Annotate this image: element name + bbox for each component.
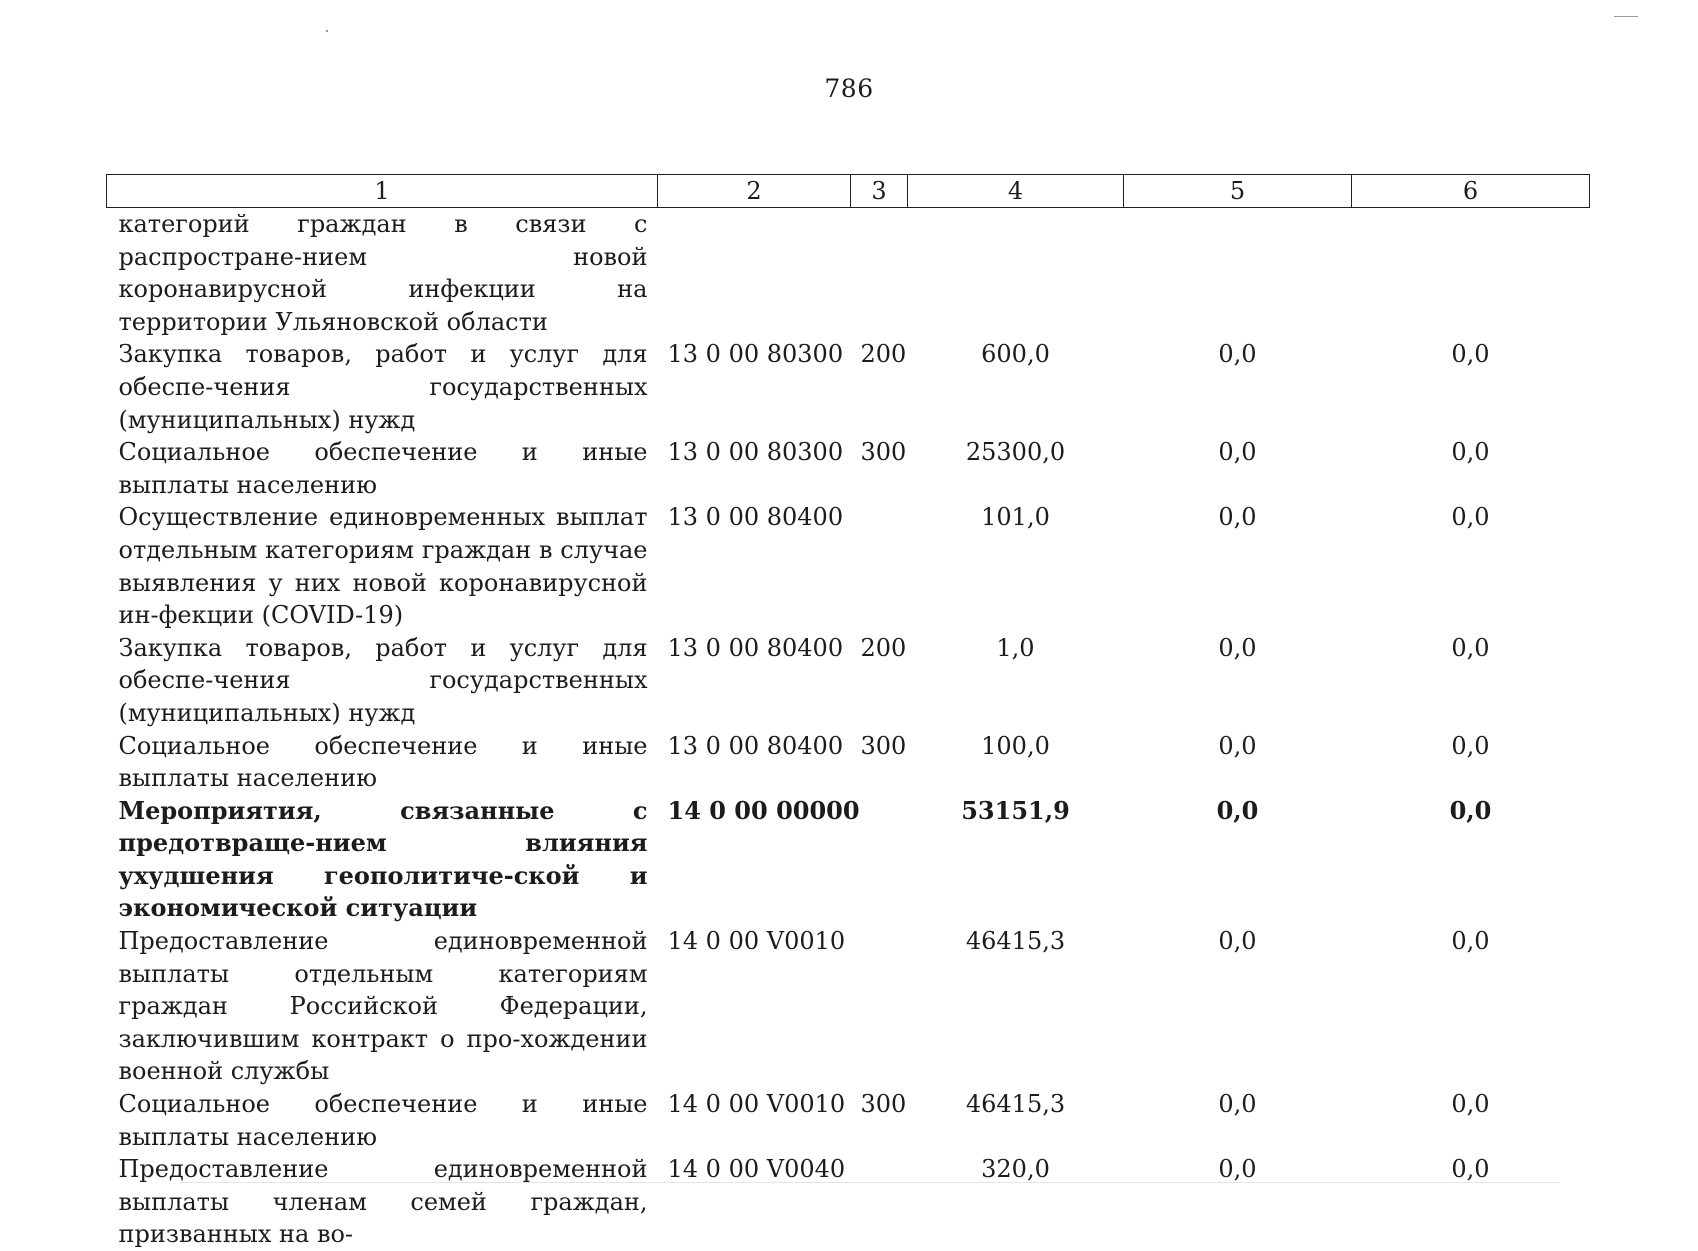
- item-value-1-cell: 46415,3: [908, 1088, 1124, 1153]
- item-code-cell: 14 0 00 V0040: [658, 1153, 851, 1251]
- table-row: [107, 730, 1590, 795]
- item-kvr-cell: 300: [851, 730, 908, 795]
- header-row: [107, 175, 1590, 208]
- item-name-cell: Социальное обеспечение и иные выплаты населению: [107, 1088, 658, 1153]
- table-row: [107, 795, 1590, 925]
- item-code-cell: 14 0 00 V0010: [658, 925, 851, 1088]
- item-value-2-cell: 0,0: [1124, 632, 1352, 730]
- item-name-cell: Закупка товаров, работ и услуг для обеспе-чения государственных (муниципальных) нужд: [107, 338, 658, 436]
- item-value-2-cell: 0,0: [1124, 925, 1352, 1088]
- item-name-cell: Предоставление единовременной выплаты членам семей граждан, призванных на во-: [107, 1153, 658, 1251]
- item-kvr-cell: [851, 925, 908, 1088]
- item-code-cell: 13 0 00 80300: [658, 338, 851, 436]
- item-value-1-cell: 100,0: [908, 730, 1124, 795]
- item-value-3-cell: 0,0: [1352, 795, 1590, 925]
- item-value-3-cell: 0,0: [1352, 501, 1590, 631]
- item-value-3-cell: 0,0: [1352, 1088, 1590, 1153]
- table-row: [107, 925, 1590, 1088]
- item-code-cell: 13 0 00 80400: [658, 730, 851, 795]
- item-code-cell: 13 0 00 80400: [658, 501, 851, 631]
- item-name-cell: Социальное обеспечение и иные выплаты населению: [107, 436, 658, 501]
- item-kvr-cell: 300: [851, 436, 908, 501]
- scan-speck: [180, 1182, 1560, 1183]
- item-kvr-cell: [851, 1153, 908, 1251]
- item-value-3-cell: 0,0: [1352, 925, 1590, 1088]
- item-value-3-cell: 0,0: [1352, 730, 1590, 795]
- item-value-2-cell: [1124, 208, 1352, 339]
- item-kvr-cell: [851, 208, 908, 339]
- item-code-cell: 13 0 00 80300: [658, 436, 851, 501]
- header-col-2: 2: [658, 175, 851, 208]
- item-value-3-cell: [1352, 208, 1590, 339]
- table-row: [107, 208, 1590, 339]
- table-row: [107, 436, 1590, 501]
- table-row: [107, 632, 1590, 730]
- scan-speck: [326, 30, 328, 32]
- table-row: [107, 501, 1590, 631]
- header-col-1: 1: [107, 175, 658, 208]
- item-name-cell: Предоставление единовременной выплаты отдельным категориям граждан Российской Федерации, заключившим контракт о про-хождении военной службы: [107, 925, 658, 1088]
- table-row: [107, 1153, 1590, 1251]
- table-row: [107, 1088, 1590, 1153]
- item-value-1-cell: 25300,0: [908, 436, 1124, 501]
- item-kvr-cell: 300: [851, 1088, 908, 1153]
- item-name-cell: категорий граждан в связи с распростране-нием новой коронавирусной инфекции на территории Ульяновской области: [107, 208, 658, 339]
- item-kvr-cell: [851, 501, 908, 631]
- scan-speck: [1614, 16, 1638, 17]
- item-value-3-cell: 0,0: [1352, 632, 1590, 730]
- item-value-2-cell: 0,0: [1124, 338, 1352, 436]
- table-header: [107, 175, 1590, 208]
- item-name-cell: Осуществление единовременных выплат отдельным категориям граждан в случае выявления у них новой коронавирусной ин-фекции (COVID-19): [107, 501, 658, 631]
- item-name-cell: Мероприятия, связанные с предотвраще-нием влияния ухудшения геополитиче-ской и экономической ситуации: [107, 795, 658, 925]
- item-value-2-cell: 0,0: [1124, 1153, 1352, 1251]
- item-value-2-cell: 0,0: [1124, 501, 1352, 631]
- budget-table: [106, 174, 1590, 1251]
- item-name-cell: Закупка товаров, работ и услуг для обеспе-чения государственных (муниципальных) нужд: [107, 632, 658, 730]
- item-code-cell: 14 0 00 00000: [658, 795, 851, 925]
- item-value-1-cell: 600,0: [908, 338, 1124, 436]
- item-value-2-cell: 0,0: [1124, 795, 1352, 925]
- header-col-5: 5: [1124, 175, 1352, 208]
- item-value-1-cell: 101,0: [908, 501, 1124, 631]
- item-value-1-cell: 1,0: [908, 632, 1124, 730]
- item-kvr-cell: 200: [851, 632, 908, 730]
- item-code-cell: [658, 208, 851, 339]
- item-value-1-cell: 320,0: [908, 1153, 1124, 1251]
- header-col-6: 6: [1352, 175, 1590, 208]
- item-value-3-cell: 0,0: [1352, 338, 1590, 436]
- item-code-cell: 13 0 00 80400: [658, 632, 851, 730]
- item-value-1-cell: [908, 208, 1124, 339]
- item-value-3-cell: 0,0: [1352, 436, 1590, 501]
- item-value-1-cell: 53151,9: [908, 795, 1124, 925]
- item-kvr-cell: 200: [851, 338, 908, 436]
- item-value-2-cell: 0,0: [1124, 1088, 1352, 1153]
- item-value-2-cell: 0,0: [1124, 730, 1352, 795]
- item-name-cell: Социальное обеспечение и иные выплаты населению: [107, 730, 658, 795]
- page-number: 786: [0, 74, 1698, 103]
- item-value-2-cell: 0,0: [1124, 436, 1352, 501]
- header-col-3: 3: [851, 175, 908, 208]
- table-body: [107, 208, 1590, 1251]
- header-col-4: 4: [908, 175, 1124, 208]
- table-row: [107, 338, 1590, 436]
- item-code-cell: 14 0 00 V0010: [658, 1088, 851, 1153]
- item-value-1-cell: 46415,3: [908, 925, 1124, 1088]
- item-value-3-cell: 0,0: [1352, 1153, 1590, 1251]
